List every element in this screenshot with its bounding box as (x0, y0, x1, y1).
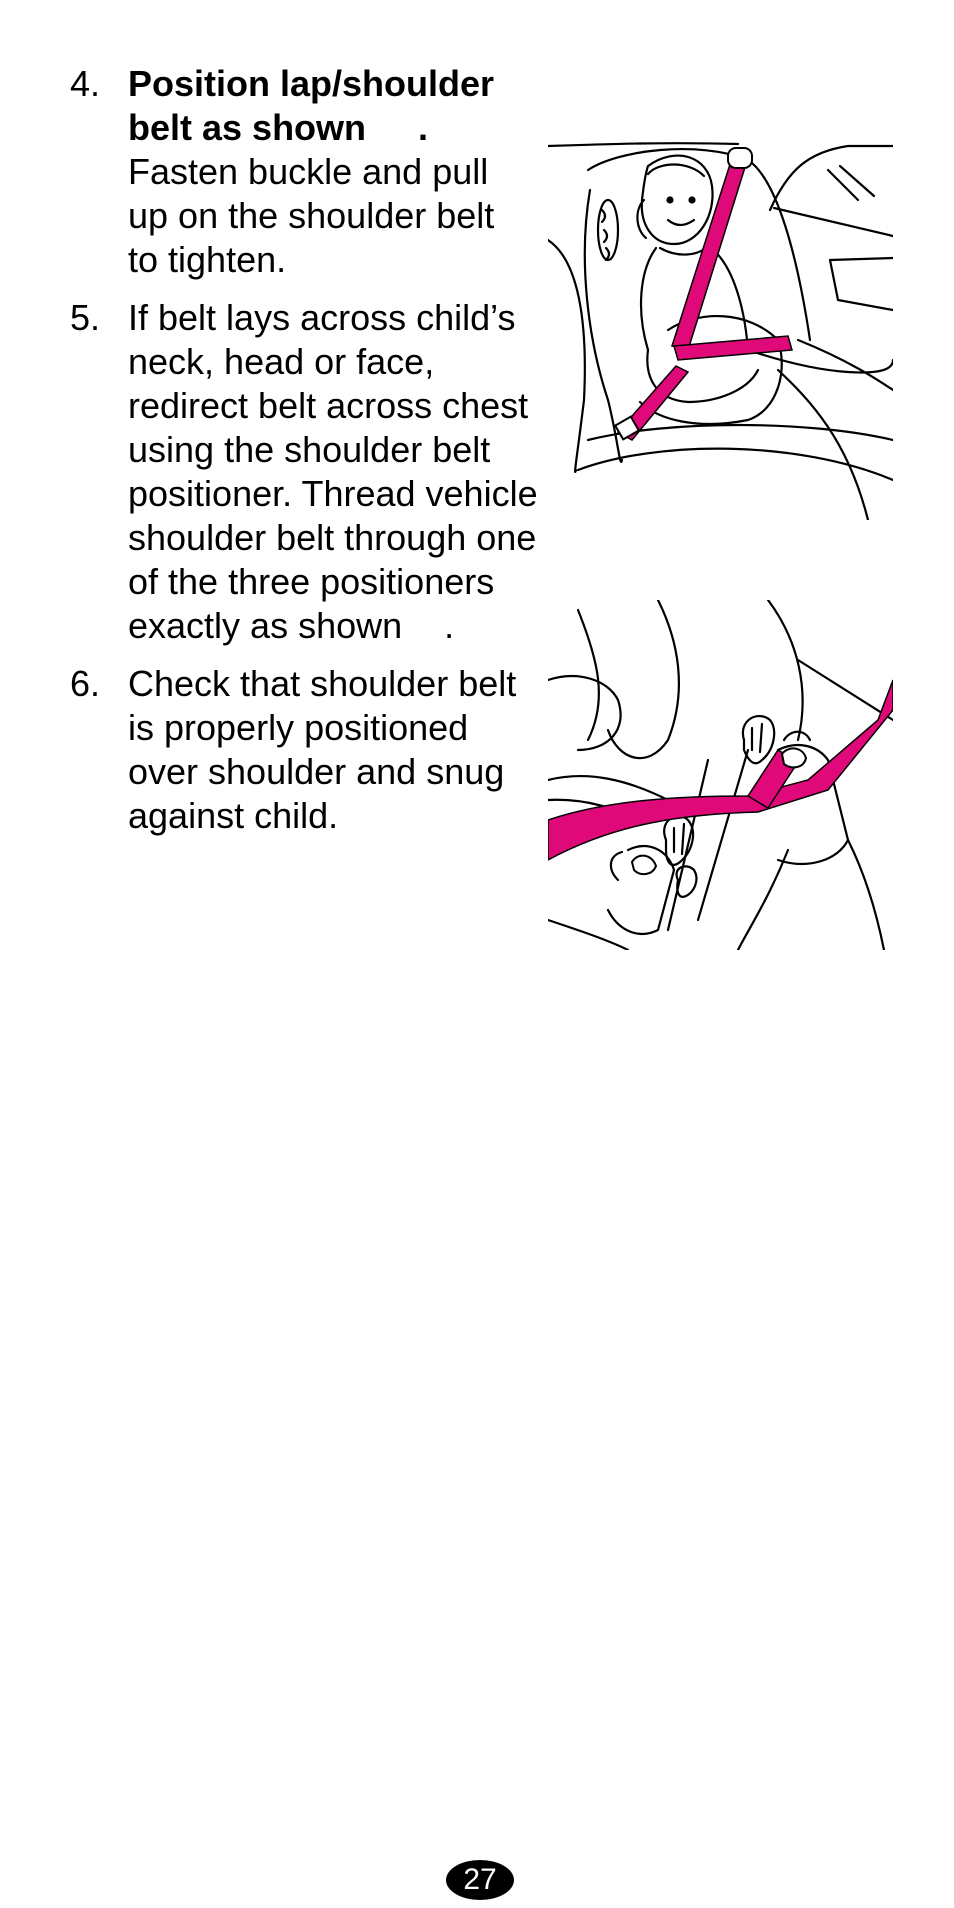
step-number: 4. (70, 63, 101, 104)
step-5 (70, 296, 538, 648)
step-text (128, 662, 530, 838)
step-6 (70, 662, 530, 838)
step-number: 5. (70, 297, 101, 338)
step-line: Check that shoulder belt (128, 663, 517, 704)
step-text (128, 62, 530, 282)
step-heading-line (128, 106, 530, 150)
child-booster-seat-illustration (548, 140, 893, 520)
step-number: 6. (70, 663, 101, 704)
step-line: of the three positioners (128, 561, 495, 602)
step-line: If belt lays across child’s (128, 297, 516, 338)
step-line: to tighten. (128, 239, 287, 280)
step-heading-text: belt as shown (128, 107, 367, 148)
instruction-list (70, 62, 538, 852)
step-line: neck, head or face, (128, 341, 435, 382)
step-line: redirect belt across chest (128, 385, 529, 426)
step-line: using the shoulder belt (128, 429, 491, 470)
page-number: 27 (446, 1860, 514, 1900)
step-4 (70, 62, 530, 282)
step-line-text: exactly as shown (128, 605, 403, 646)
figure-ref-dot: . (418, 107, 429, 148)
step-text (128, 296, 538, 648)
step-line: is properly positioned (128, 707, 469, 748)
step-line: against child. (128, 795, 339, 836)
step-line: shoulder belt through one (128, 517, 537, 558)
step-line (128, 604, 538, 648)
step-line: up on the shoulder belt (128, 195, 495, 236)
step-line: Fasten buckle and pull (128, 151, 489, 192)
figure-ref-dot: . (444, 605, 455, 646)
shoulder-belt-positioner-illustration (548, 600, 893, 950)
step-heading-line: Position lap/shoulder (128, 63, 495, 104)
step-line: over shoulder and snug (128, 751, 505, 792)
step-line: positioner. Thread vehicle (128, 473, 538, 514)
